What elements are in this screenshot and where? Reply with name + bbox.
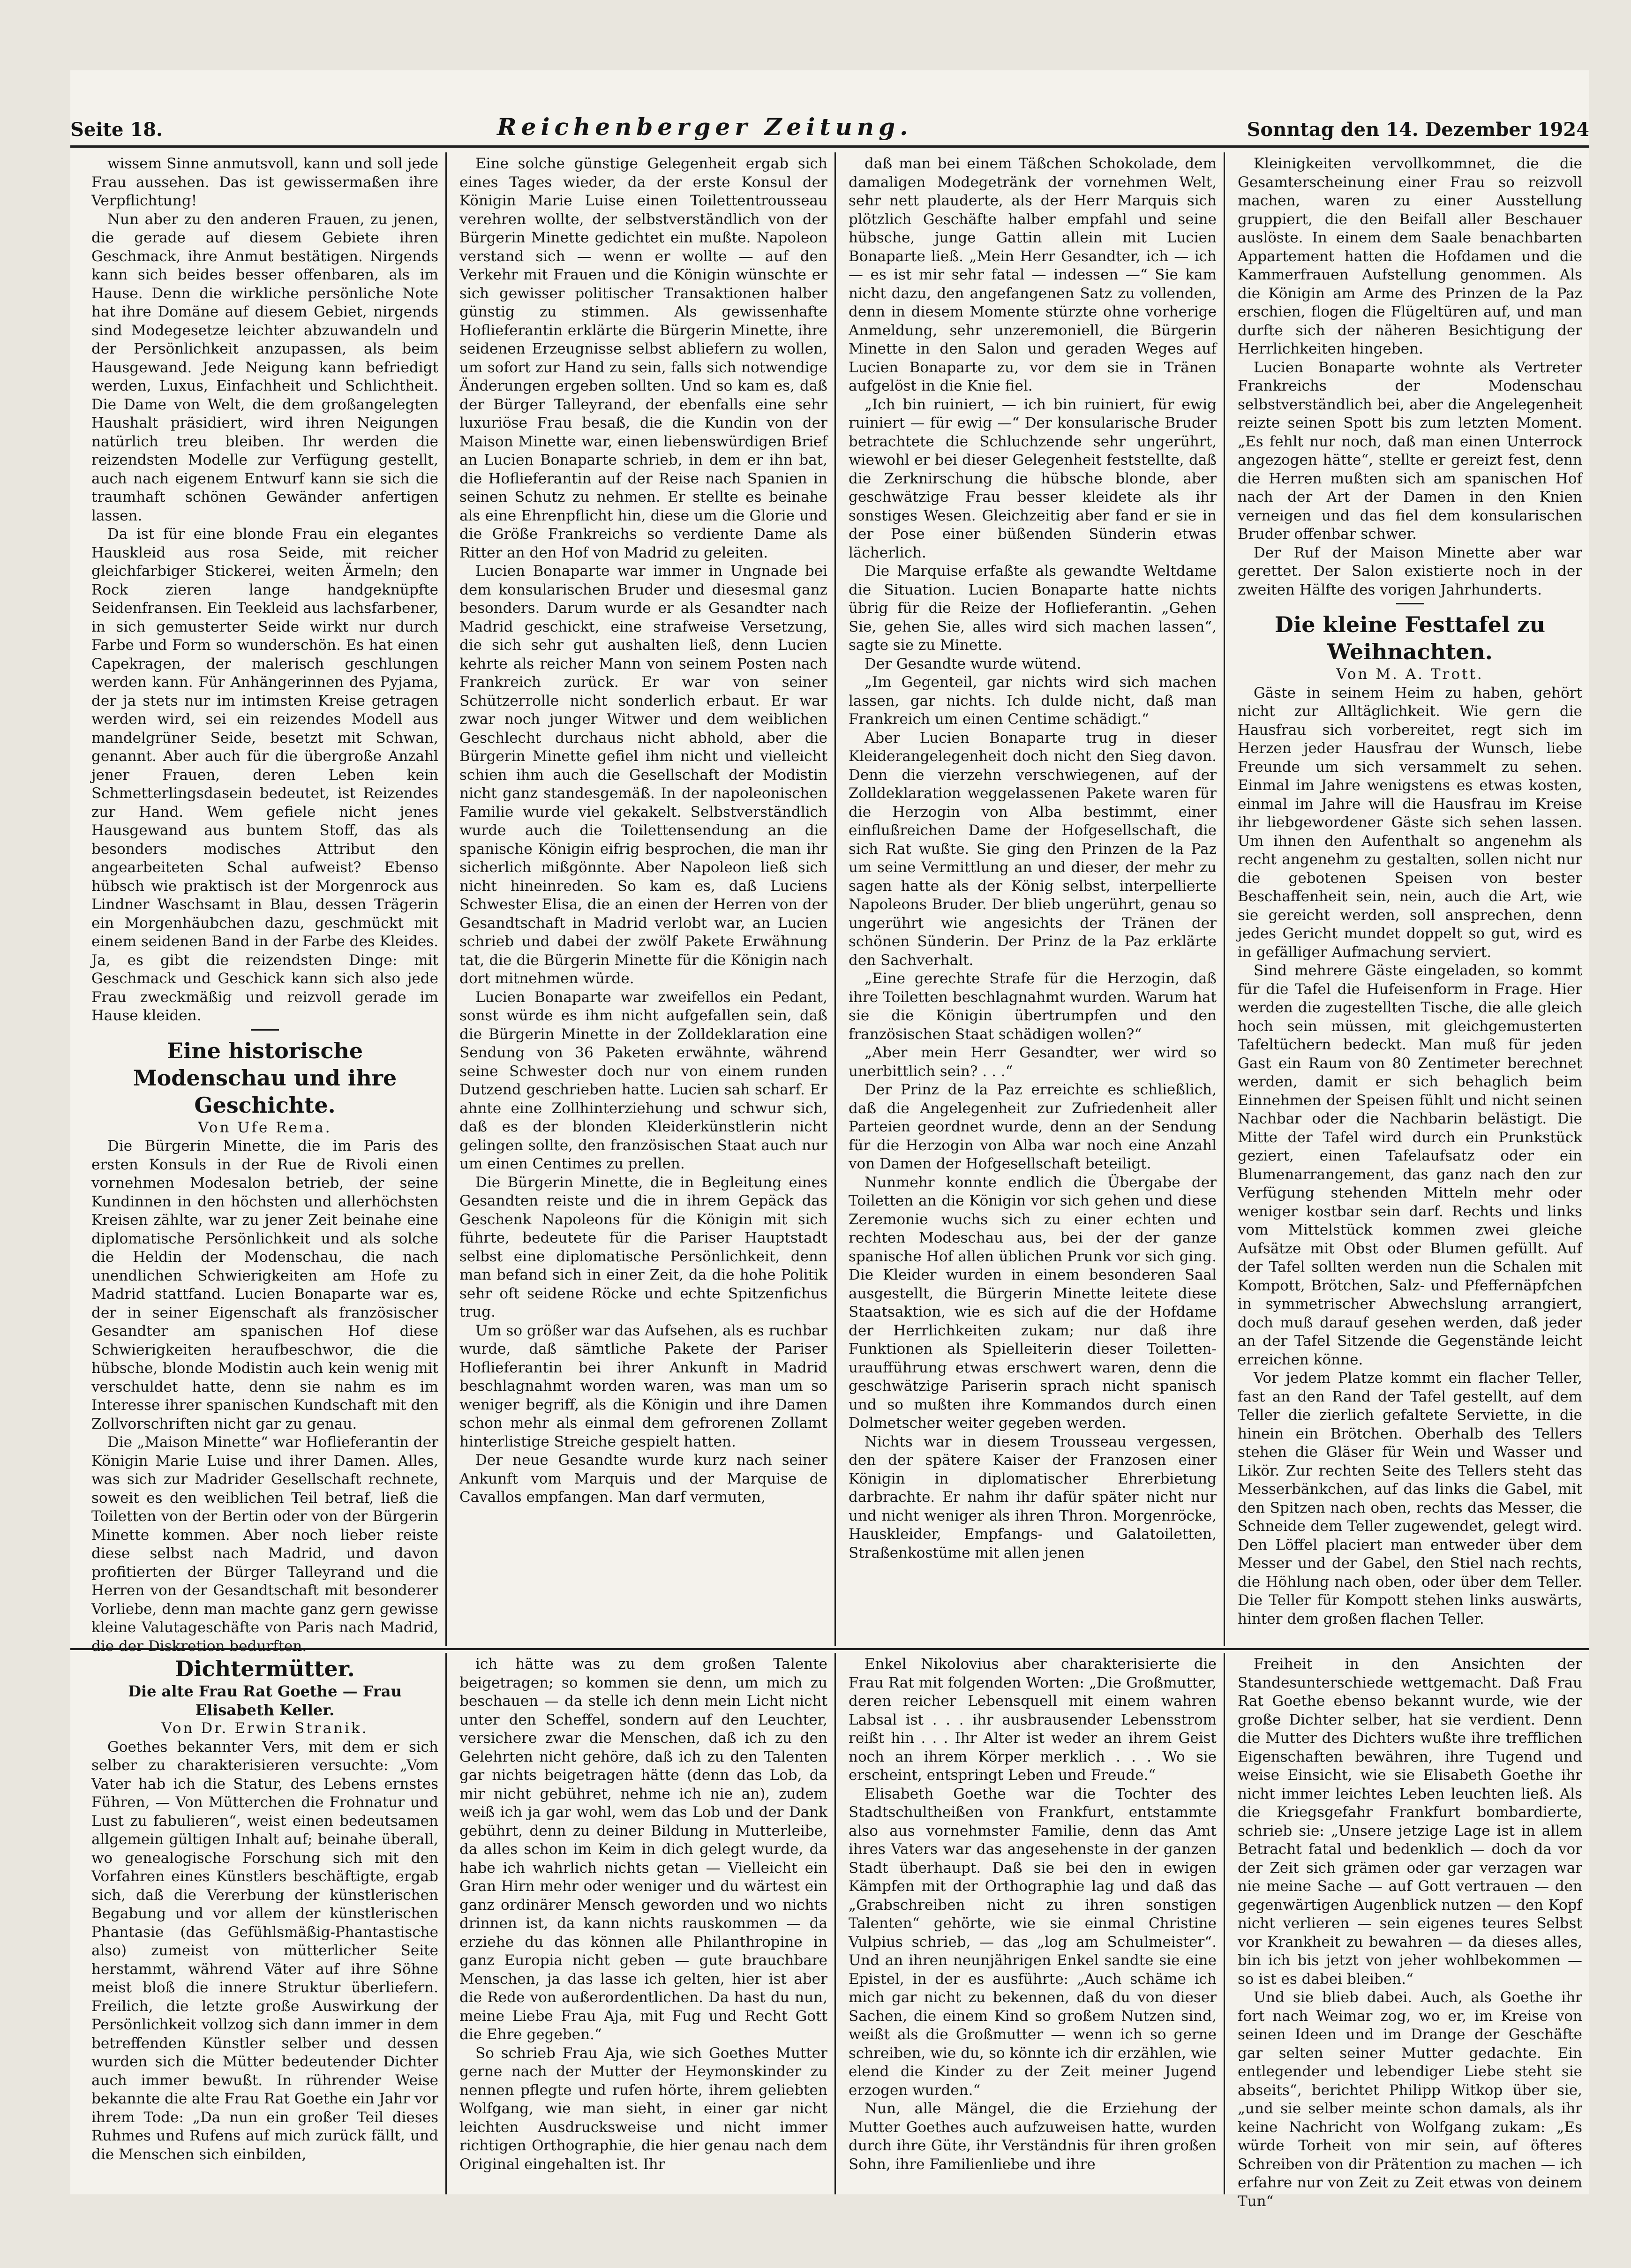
article-headline: Die kleine Festtafel zu Weihnachten. (1274, 612, 1546, 664)
paragraph: „Ich bin ruiniert, — ich bin ruiniert, für ewig ruiniert — für ewig —“ Der konsularische Bruder betrachtete die Schluchzende sehr ungerührt, wiewohl er bei dieser Gelegenheit feststellte, daß die Zerknirschung die hübsche blonde, aber geschwätzige Frau besser kleidete als ihr sonstiges Wesen. Gleichzeitig aber fand er sie in der Pose einer büßenden Sünderin etwas lächerlich. (849, 396, 1217, 561)
paragraph: Gäste in seinem Heim zu haben, gehört nicht zur Alltäglichkeit. Wie gern die Hausfrau sich vorbereitet, regt sich im Herzen jeder Hausfrau der Wunsch, liebe Freunde um sich versammelt zu sehen. Einmal im Jahre wenigstens es etwas kosten, einmal im Jahre will die Hausfrau im Kreise ihr liebgewordener Gäste sich sehen lassen. Um ihnen den Aufenthalt so angenehm als recht angenehm zu gestalten, sollen nicht nur die gebotenen Speisen von bester Beschaffenheit sein, nein, auch die Art, wie sie gereicht werden, soll ansprechen, denn jedes Gericht mundet doppelt so gut, wird es in gefälliger Aufmachung serviert. (1238, 684, 1582, 961)
paragraph: Die Bürgerin Minette, die im Paris des ersten Konsuls in der Rue de Rivoli einen vornehmen Modesalon betrieb, der seine Kundinnen in den höchsten und allerhöchsten Kreisen zählte, war zu jener Zeit beinahe eine diplomatische Persönlichkeit und als solche die Heldin der Modenschau, die nach unendlichen Schwierigkeiten am Hofe zu Madrid stattfand. Lucien Bonaparte war es, der in seiner Eigenschaft als französischer Gesandter am spanischen Hof diese Schwierigkeiten heraufbeschwor, die die hübsche, blonde Modistin auch kein wenig mit verschuldet hatte, denn sie nahm es im Interesse ihrer spanischen Kundschaft mit den Zollvorschriften nicht gar zu genau. (91, 1138, 438, 1432)
paragraph: Nichts war in diesem Trousseau vergessen, den der spätere Kaiser der Franzosen einer Königin in diplomatischer Ehrerbietung darbrachte. Er nahm ihr dafür später nicht nur und nicht weniger als ihren Thron. Morgenröcke, Hauskleider, Empfangs- und Galatoiletten, Straßenkostüme mit allen jenen (849, 1433, 1217, 1561)
column-3 (849, 155, 1217, 1643)
paragraph: Die Bürgerin Minette, die in Begleitung eines Gesandten reiste und die in ihrem Gepäck das Geschenk Napoleons für die Königin mit sich führte, bedeutete für die Pariser Hauptstadt selbst eine diplomatische Persönlichkeit, denn man befand sich in einer Zeit, da die hohe Politik sehr oft seidene Röcke und echte Spitzenfichus trug. (459, 1174, 827, 1320)
paragraph: Nun, alle Mängel, die die Erziehung der Mutter Goethes auch aufzuweisen hatte, wurden durch ihre Güte, ihr Verständnis für ihren großen Sohn, ihre Familienliebe und ihre (849, 2100, 1217, 2173)
paragraph: Der Prinz de la Paz erreichte es schließlich, daß die Angelegenheit zur Zufriedenheit aller Parteien geordnet wurde, denn an der Sendung für die Herzogin von Alba war noch eine Anzahl von Damen der Hofgesellschaft beteiligt. (849, 1081, 1217, 1172)
bottom-column-2 (459, 1655, 827, 2190)
article-headline: Dichtermütter. (175, 1656, 355, 1681)
column-rule (1224, 1653, 1225, 2194)
article-subtitle: Die alte Frau Rat Goethe — Frau Elisabeth Keller. (128, 1682, 402, 1719)
column-4 (1238, 155, 1582, 1643)
paragraph: Der neue Gesandte wurde kurz nach seiner Ankunft vom Marquis und der Marquise de Cavallos empfangen. Man darf vermuten, (459, 1452, 827, 1506)
paragraph: Der Gesandte wurde wütend. (864, 655, 1082, 672)
column-1 (91, 155, 438, 1655)
column-rule (1224, 152, 1225, 1646)
paragraph: Enkel Nikolovius aber charakterisierte die Frau Rat mit folgenden Worten: „Die Großmutter, deren reicher Lebensquell mit einem wahren Labsal ist . . . ihr ausbrausender Lebensstrom reißt hin . . . Ihr Alter ist weder an ihrem Geist noch an ihrem Körper merklich . . . Wo sie erscheint, entspringt Leben und Freude.“ (849, 1656, 1217, 1784)
paragraph: Die „Maison Minette“ war Hoflieferantin der Königin Marie Luise und ihrer Damen. Alles, was sich zur Madrider Gesellschaft rechnete, soweit es den weiblichen Teil betraf, ließ die Toiletten von der Bertin oder von der Bürgerin Minette kommen. Aber noch lieber reiste diese selbst nach Madrid, und davon profitierten der Bürger Talleyrand und die Herren von der Gesandtschaft mit besonderer Vorliebe, denn man machte ganz gern gewisse kleine Valutageschäfte von Paris nach Madrid, die der Diskretion bedurften. (91, 1434, 438, 1655)
paragraph: Eine solche günstige Gelegenheit ergab sich eines Tages wieder, da der erste Konsul der Königin Marie Luise einen Toilettentrousseau verehren wollte, der selbstverständlich von der Bürgerin Minette gedichtet ein mußte. Napoleon verstand sich — wenn er wollte — auf den Verkehr mit Frauen und die Königin wünschte er sich gewisser politischer Transaktionen halber günstig zu stimmen. Als gewissenhafte Hoflieferantin erklärte die Bürgerin Minette, ihre seidenen Erzeugnisse selbst abliefern zu wollen, um sofort zur Hand zu sein, falls sich notwendige Änderungen ergeben sollten. Und so kam es, daß der Bürger Talleyrand, der ebenfalls eine sehr luxuriöse Frau besaß, die die Kundin von der Maison Minette war, einen liebenswürdigen Brief an Lucien Bonaparte schrieb, in dem er ihn bat, die Hoflieferantin auf der Reise nach Spanien in seinen Schutz zu nehmen. Er stellte es beinahe als eine Ehrenpflicht hin, diese um die Glorie und die Größe Frankreichs so verdiente Dame als Ritter an den Hof von Madrid zu geleiten. (459, 155, 827, 561)
paragraph: Lucien Bonaparte war immer in Ungnade bei dem konsularischen Bruder und diesesmal ganz besonders. Darum wurde er als Gesandter nach Madrid geschickt, eine strafweise Versetzung, die sich sehr gut aushalten ließ, denn Lucien kehrte als reicher Mann von seinem Posten nach Frankreich zurück. Er war von seiner Schützerrolle nicht sonderlich erbaut. Er war zwar noch junger Witwer und dem weiblichen Geschlecht durchaus nicht abhold, aber die Bürgerin Minette gefiel ihm nicht und vielleicht schien ihm auch die Gesellschaft der Modistin nicht ganz standesgemäß. In der napoleonischen Familie wurde viel gekakelt. Selbstverständlich wurde auch die Toilettensendung an die spanische Königin eifrig besprochen, die man ihr sicherlich mißgönnte. Aber Napoleon ließ sich nicht hineinreden. So kam es, daß Luciens Schwester Elisa, die an einen der Herren von der Gesandtschaft in Madrid verlobt war, an Lucien schrieb und dabei der zwölf Pakete Erwähnung tat, die die Bürgerin Minette für die Königin nach dort mitnehmen würde. (459, 563, 827, 987)
issue-date: Sonntag den 14. Dezember 1924 (1247, 119, 1589, 141)
column-rule (445, 1653, 447, 2194)
paragraph: Kleinigkeiten vervollkommnet, die die Gesamterscheinung einer Frau so reizvoll machen, waren zu einer Ausstellung gruppiert, die den Beifall aller Beschauer auslöste. In einem dem Saale benachbarten Appartement hatten die Hofdamen und die Kammerfrauen Aufstellung genommen. Als die Königin am Arme des Prinzen de la Paz erschien, flogen die Flügeltüren auf, und man durfte sich der näheren Besichtigung der Herrlichkeiten hingeben. (1238, 155, 1582, 357)
paragraph: Vor jedem Platze kommt ein flacher Teller, fast an den Rand der Tafel gestellt, auf dem Teller die zierlich gefaltete Serviette, in die hinein ein Brötchen. Oberhalb des Tellers stehen die Gläser für Wein und Wasser und Likör. Zur rechten Seite des Tellers steht das Messerbänkchen, auf das links die Gabel, mit den Spitzen nach oben, rechts das Messer, die Schneide dem Teller zugewendet, gelegt wird. Den Löffel placiert man entweder über dem Messer und der Gabel, den Stiel nach rechts, die Höhlung nach oben, oder über dem Teller. Die Teller für Kompott stehen links auswärts, hinter dem großen flachen Teller. (1238, 1370, 1582, 1628)
paragraph: Goethes bekannter Vers, mit dem er sich selber zu charakterisieren versuchte: „Vom Vater hab ich die Statur, des Lebens ernstes Führen, — Von Mütterchen die Frohnatur und Lust zu fabulieren“, weist einen bedeutsamen allgemein gültigen Inhalt auf; beinahe überall, wo genealogische Forschung sich mit den Vorfahren eines Künstlers beschäftigte, ergab sich, daß die Vererbung der künstlerischen Begabung und vor allem der künstlerischen Phantasie (das Gefühlsmäßig-Phantastische also) zumeist von mütterlicher Seite herstammt, während Väter auf ihre Söhne meist bloß die innere Struktur überliefern. Freilich, die letzte große Auswirkung der Persönlichkeit vollzog sich dann immer in dem betreffenden Künstler selber und dessen wurden sich die Mütter bedeutender Dichter auch immer bewußt. In rührender Weise bekannte die alte Frau Rat Goethe ein Jahr vor ihrem Tode: „Da nun ein großer Teil dieses Ruhmes und Rufens auf mich zurück fällt, und die Menschen sich einbilden, (91, 1738, 438, 2163)
paragraph: Um so größer war das Aufsehen, als es ruchbar wurde, daß sämtliche Pakete der Pariser Hoflieferantin bei ihrer Ankunft in Madrid beschlagnahmt worden waren, was man um so weniger begriff, als die Königin und ihre Damen schon mehr als einmal dem gefrorenen Zollamt hinterlistige Streiche gespielt hatten. (459, 1322, 827, 1450)
paragraph: Lucien Bonaparte war zweifellos ein Pedant, sonst würde es ihm nicht aufgefallen sein, daß die Bürgerin Minette in der Zolldeklaration eine Sendung von 36 Paketen erwähnte, während seine Schwester doch nur von einem runden Dutzend geschrieben hatte. Lucien sah scharf. Er ahnte eine Zollhinterziehung und schwur sich, daß es der blonden Kleiderkünstlerin nicht gelingen sollte, den französischen Staat auch nur um einen Centimes zu prellen. (459, 988, 827, 1172)
masthead-rule (70, 145, 1589, 148)
paragraph: „Im Gegenteil, gar nichts wird sich machen lassen, gar nichts. Ich dulde nicht, daß man Frankreich um einen Centime schädigt.“ (849, 674, 1217, 728)
separator (1396, 603, 1424, 604)
paragraph: Lucien Bonaparte wohnte als Vertreter Frankreichs der Modenschau selbstverständlich bei, aber die Angelegenheit reizte seinen Spott bis zum letzten Moment. „Es fehlt nur noch, daß man einen Unterrock angezogen hätte“, stellte er gereizt fest, denn die Herren mußten sich am spanischen Hof nach der Art der Damen in den Knien verneigen und das fiel dem konsularischen Bruder offenbar schwer. (1238, 359, 1582, 543)
paragraph: Elisabeth Goethe war die Tochter des Stadtschultheißen von Frankfurt, entstammte also aus vornehmster Familie, denn das Amt ihres Vaters war das angesehenste in der ganzen Stadt überhaupt. Daß sie bei den in ewigen Kämpfen mit der Orthographie lag und daß das „Grabschreiben nicht zu ihren sonstigen Talenten“ gehörte, wie sie einmal Christine Vulpius schrieb, — das „log am Schulmeister“. Und an ihren neunjährigen Enkel sandte sie eine Epistel, in der es ausführte: „Auch schäme ich mich gar nicht zu bekennen, daß du von dieser Sachen, die einem Kind so großem Nutzen sind, weißt als die Großmutter — wenn ich so gerne schreiben, wie du, so könnte ich dir erzählen, wie elend die Kinder zu der Zeit meiner Jugend erzogen wurden.“ (849, 1785, 1217, 2099)
paragraph: „Eine gerechte Strafe für die Herzogin, daß ihre Toiletten beschlagnahmt wurden. Warum hat sie die Königin übertrumpfen und den französischen Staat schädigen wollen?“ (849, 970, 1217, 1043)
paragraph: wissem Sinne anmutsvoll, kann und soll jede Frau aussehen. Das ist gewissermaßen ihre Verpflichtung! (91, 155, 438, 209)
article-headline: Eine historische Modenschau und ihre Geschichte. (133, 1038, 397, 1118)
bottom-column-3 (849, 1655, 1217, 2190)
newspaper-name: Reichenberger Zeitung. (497, 113, 913, 141)
article-byline: Von Ufe Rema. (198, 1119, 332, 1136)
paragraph: ich hätte was zu dem großen Talente beigetragen; so kommen sie denn, um mich zu beschauen — da stelle ich denn mein Licht nicht unter den Scheffel, sondern auf den Leuchter, versichere zwar die Menschen, daß ich zu den Gelehrten nicht gehöre, daß ich zu den Talenten gar nichts beigetragen hätte (denn das Lob, da mir nicht gebühret, nehme ich nie an), zudem weiß ich ja gar wohl, wem das Lob und der Dank gebührt, denn zu deiner Bildung in Mutterleibe, da alles schon im Keim in dich gelegt wurde, da habe ich wahrlich nichts getan — Vielleicht ein Gran Hirn mehr oder weniger und du wärtest ein ganz ordinärer Mensch geworden und wo nichts drinnen ist, da kann nichts rauskommen — da erziehe du das können alle Philanthropine in ganz Europia nicht geben — gute brauchbare Menschen, ja das lasse ich gelten, hier ist aber die Rede von außerordentlichen. Da hast du nun, meine Liebe Frau Aja, mit Fug und Recht Gott die Ehre gegeben.“ (459, 1656, 827, 2043)
article-byline: Von M. A. Trott. (1336, 666, 1484, 683)
paragraph: Der Ruf der Maison Minette aber war gerettet. Der Salon existierte noch in der zweiten Hälfte des vorigen Jahrhunderts. (1238, 544, 1582, 598)
newspaper-page (70, 70, 1589, 2210)
paragraph: Aber Lucien Bonaparte trug in dieser Kleiderangelegenheit doch nicht den Sieg davon. Denn die vierzehn verschwiegenen, auf der Zolldeklaration weggelassenen Pakete waren für die Herzogin von Alba bestimmt, einer einflußreichen Dame der Hofgesellschaft, die sich Rat wußte. Sie ging den Prinzen de la Paz um seine Vermittlung an und dieser, der mehr zu sagen hatte als der König selbst, interpellierte Napoleons Bruder. Der blieb ungerührt, genau so ungerührt wie angesichts der Tränen der schönen Sünderin. Der Prinz de la Paz erklärte den Sachverhalt. (849, 729, 1217, 969)
paragraph: Sind mehrere Gäste eingeladen, so kommt für die Tafel die Hufeisenform in Frage. Hier werden die zugestellten Tische, die alle gleich hoch sein müssen, mit gleichgemusterten Tafeltüchern bedeckt. Man muß für jeden Gast ein Raum von 80 Zentimeter berechnet werden, damit er sich behaglich beim Einnehmen der Speisen fühlt und nicht seinen Nachbar oder die Nachbarin belästigt. Die Mitte der Tafel wird durch ein Prunkstück geziert, einen Tafelaufsatz oder ein Blumenarrangement, das ganz nach den zur Verfügung stehenden Mitteln mehr oder weniger kostbar sein darf. Rechts und links vom Mittelstück kommen zwei gleiche Aufsätze mit Obst oder Blumen gefüllt. Auf der Tafel sollten werden nun die Schalen mit Kompott, Brötchen, Salz- und Pfeffernäpfchen in symmetrischer Abwechslung arrangiert, doch muß darauf gesehen werden, daß jeder an der Tafel Sitzende die Gegenstände leicht erreichen könne. (1238, 962, 1582, 1368)
column-rule (834, 152, 836, 1646)
paragraph: Und sie blieb dabei. Auch, als Goethe ihr fort nach Weimar zog, wo er, im Kreise von seinen Ideen und im Drange der Geschäfte gar selten seiner Mutter gedachte. Ein entlegender und lebendiger Liebe steht sie abseits“, berichtet Philipp Witkop über sie, „und sie selber meinte schon damals, als ihr keine Nachricht von Wolfgang zukam: „Es würde Torheit von mir sein, auf öfteres Schreiben von dir Prätention zu machen — ich erfahre nur von Zeit zu Zeit etwas von deinem Tun“ (1238, 1989, 1582, 2210)
bottom-column-1 (91, 1655, 438, 2190)
paragraph: Freiheit in den Ansichten der Standesunterschiede wettgemacht. Daß Frau Rat Goethe ebenso bekannt wurde, wie der große Dichter selber, hat sie verdient. Denn die Mutter des Dichters wußte ihre trefflichen Eigenschaften bewähren, ihre Tugend und weise Einsicht, wie sie Elisabeth Goethe ihr nicht immer leichtes Leben leuchten ließ. Als die Kriegsgefahr Frankfurt bombardierte, schrieb sie: „Unsere jetzige Lage ist in allem Betracht fatal und bedenklich — doch da vor der Zeit sich grämen oder gar verzagen war nie meine Sache — auf Gott vertrauen — den gegenwärtigen Augenblick nutzen — den Kopf nicht verlieren — sein eigenes teures Selbst vor Krankheit zu bewahren — da dieses alles, bin ich bis jetzt von jeher wohlbekommen — so ist es dabei bleiben.“ (1238, 1656, 1582, 1988)
paragraph: So schrieb Frau Aja, wie sich Goethes Mutter gerne nach der Mutter der Heymonskinder zu nennen pflegte und rufen hörte, ihrem geliebten Wolfgang, wie man sieht, in einer gar nicht leichten Ausdrucksweise und nicht immer richtigen Orthographie, die hier genau nach dem Original eingehalten ist. Ihr (459, 2044, 827, 2173)
paragraph: Da ist für eine blonde Frau ein elegantes Hauskleid aus rosa Seide, mit reicher gleichfarbiger Stickerei, weiten Ärmeln; den Rock zieren lange handgeknüpfte Seidenfransen. Ein Teekleid aus lachsfarbener, in sich gemusterter Seide wirkt nur durch Farbe und Form so wunderschön. Es hat einen Capekragen, der malerisch geschlungen werden kann. Für Anhängerinnen des Pyjama, der ja stets nur im intimsten Kreise getragen werden wird, sei ein reizendes Modell aus mandelgrüner Seide, besetzt mit Schwan, genannt. Aber auch für die übergroße Anzahl jener Frauen, deren Leben kein Schmetterlingsdasein bedeutet, ist Reizendes zur Hand. Wem gefiele nicht jenes Hausgewand aus buntem Stoff, das als besonders modisches Attribut den angearbeiteten Schal aufweist? Ebenso hübsch wie praktisch ist der Morgenrock aus Lindner Waschsamt in Blau, dessen Trägerin ein Morgenhäubchen dazu, geschmückt mit einem seidenen Band in der Farbe des Kleides. Ja, es gibt die reizendsten Dinge: mit Geschmack und Geschick kann sich also jede Frau zweckmäßig und reizvoll gerade im Hause kleiden. (91, 526, 438, 1024)
paragraph: Die Marquise erfaßte als gewandte Weltdame die Situation. Lucien Bonaparte hatte nichts übrig für die Reize der Hoflieferantin. „Gehen Sie, gehen Sie, alles wird sich machen lassen“, sagte sie zu Minette. (849, 563, 1217, 654)
page-number: Seite 18. (70, 119, 163, 141)
article-byline: Von Dr. Erwin Stranik. (161, 1720, 368, 1737)
paragraph: Nunmehr konnte endlich die Übergabe der Toiletten an die Königin vor sich gehen und diese Zeremonie wuchs sich zu einer echten und rechten Modeschau aus, bei der der ganze spanische Hof allen üblichen Prunk vor sich ging. Die Kleider wurden in einem besonderen Saal ausgestellt, die Bürgerin Minette leitete diese Staatsaktion, wie es sich auf die der Hofdame der Herrlichkeiten zukam; nur daß ihre Funktionen als Spielleiterin dieser Toiletten-uraufführung etwas erschwert waren, denn die geschwätzige Pariserin sprach nicht spanisch und so mußten ihre Kommandos durch einen Dolmetscher weiter gegeben werden. (849, 1174, 1217, 1432)
column-2 (459, 155, 827, 1643)
column-rule (834, 1653, 836, 2194)
column-rule (445, 152, 447, 1646)
paragraph: „Aber mein Herr Gesandter, wer wird so unerbittlich sein? . . .“ (849, 1044, 1217, 1080)
bottom-column-4 (1238, 1655, 1582, 2210)
paragraph: daß man bei einem Täßchen Schokolade, dem damaligen Modegetränk der vornehmen Welt, sehr nett plauderte, als der Herr Marquis sich plötzlich Geschäfte halber empfahl und seine hübsche, junge Gattin allein mit Lucien Bonaparte ließ. „Mein Herr Gesandter, ich — ich — es ist mir sehr fatal — indessen —“ Sie kam nicht dazu, den angefangenen Satz zu vollenden, denn in diesem Momente stürzte ohne vorherige Anmeldung, sehr unzeremoniell, die Bürgerin Minette in den Salon und geraden Weges auf Lucien Bonaparte zu, vor dem sie in Tränen aufgelöst in die Knie fiel. (849, 155, 1217, 394)
separator (251, 1029, 279, 1031)
masthead (70, 103, 1589, 141)
paragraph: Nun aber zu den anderen Frauen, zu jenen, die gerade auf diesem Gebiete ihren Geschmack, ihre Anmut bestätigen. Nirgends kann sich beides besser offenbaren, als im Hause. Denn die wirkliche persönliche Note hat ihre Domäne auf diesem Gebiet, nirgends sind Modegesetze leichter abzuwandeln und der Persönlichkeit anzupassen, als beim Hausgewand. Jede Neigung kann befriedigt werden, Luxus, Einfachheit und Schlichtheit. Die Dame von Welt, die dem großangelegten Haushalt präsidiert, wird ihren Neigungen natürlich treu bleiben. Ihr werden die reizendsten Modelle zur Verfügung gestellt, auch nach eigenem Entwurf kann sie sich die traumhaft schönen Gewänder anfertigen lassen. (91, 211, 438, 524)
